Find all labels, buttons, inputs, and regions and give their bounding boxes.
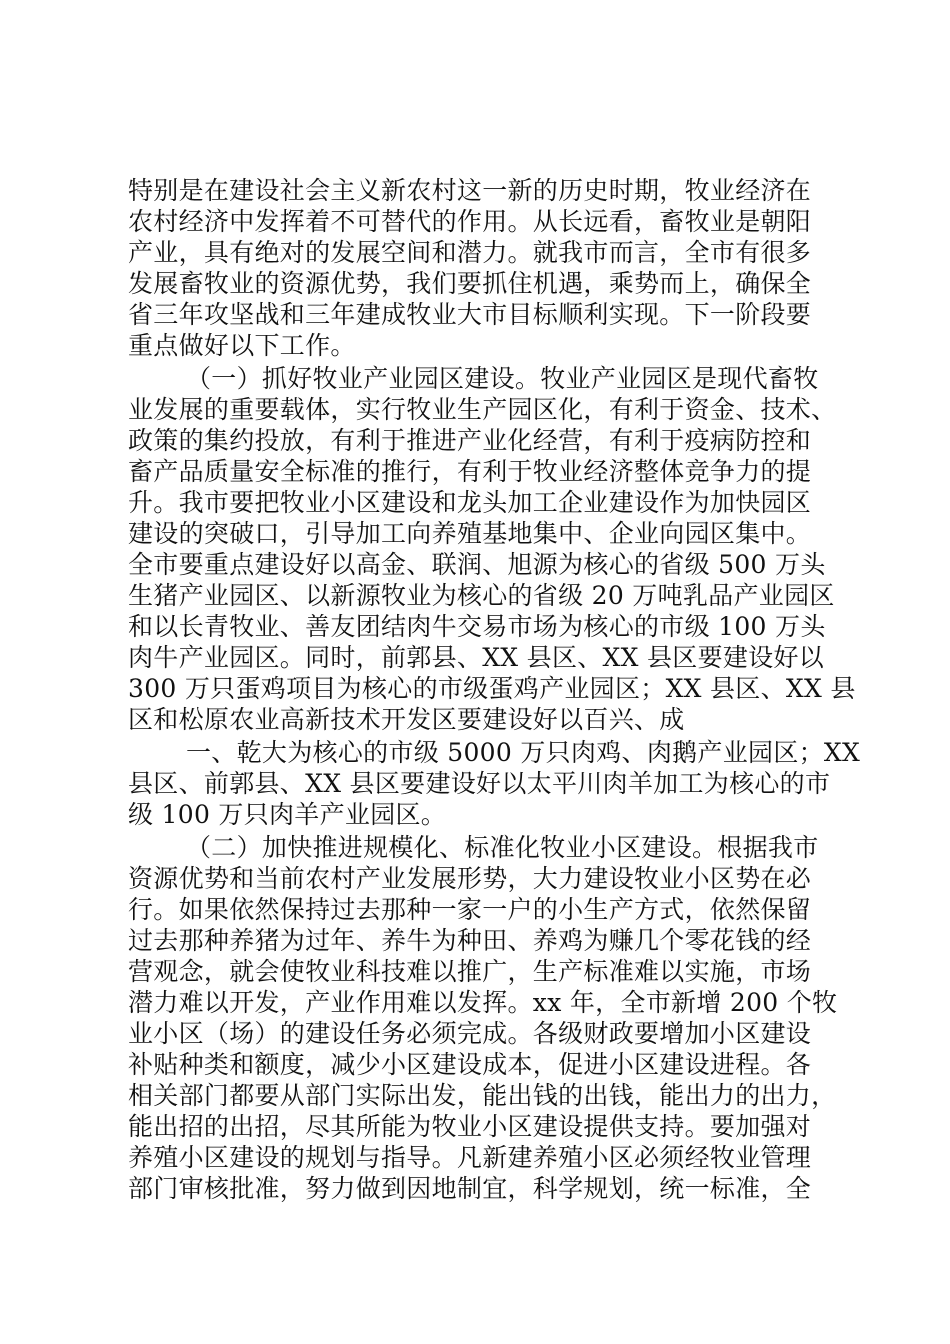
paragraph-start-line: 一、乾大为核心的市级 5000 万只肉鸡、肉鹅产业园区；XX xyxy=(186,738,861,767)
text-line: 能出招的出招，尽其所能为牧业小区建设提供支持。要加强对 xyxy=(128,1112,812,1141)
text-line: 县区、前郭县、XX 县区要建设好以太平川肉羊加工为核心的市 xyxy=(128,769,831,798)
text-line: 建设的突破口，引导加工向养殖基地集中、企业向园区集中。 xyxy=(128,519,812,548)
text-line: 肉牛产业园区。同时，前郭县、XX 县区、XX 县区要建设好以 xyxy=(128,643,825,672)
text-line: 级 100 万只肉羊产业园区。 xyxy=(128,800,447,829)
text-line: 畜产品质量安全标准的推行，有利于牧业经济整体竞争力的提 xyxy=(128,457,812,486)
text-line: 业发展的重要载体，实行牧业生产园区化，有利于资金、技术、 xyxy=(128,395,837,424)
text-line: 过去那种养猪为过年、养牛为种田、养鸡为赚几个零花钱的经 xyxy=(128,926,812,955)
text-line: 升。我市要把牧业小区建设和龙头加工企业建设作为加快园区 xyxy=(128,488,812,517)
text-line: 省三年攻坚战和三年建成牧业大市目标顺利实现。下一阶段要 xyxy=(128,300,812,329)
text-line: 产业，具有绝对的发展空间和潜力。就我市而言，全市有很多 xyxy=(128,238,812,267)
text-line: 区和松原农业高新技术开发区要建设好以百兴、成 xyxy=(128,705,685,734)
paragraph-start-line: （二）加快推进规模化、标准化牧业小区建设。根据我市 xyxy=(186,833,819,862)
text-line: 发展畜牧业的资源优势，我们要抓住机遇，乘势而上，确保全 xyxy=(128,269,812,298)
text-line: 特别是在建设社会主义新农村这一新的历史时期，牧业经济在 xyxy=(128,176,812,205)
text-line: 养殖小区建设的规划与指导。凡新建养殖小区必须经牧业管理 xyxy=(128,1143,812,1172)
text-line: 农村经济中发挥着不可替代的作用。从长远看，畜牧业是朝阳 xyxy=(128,207,812,236)
text-line: 和以长青牧业、善友团结肉牛交易市场为核心的市级 100 万头 xyxy=(128,612,826,641)
text-line: 行。如果依然保持过去那种一家一户的小生产方式，依然保留 xyxy=(128,895,812,924)
paragraph-start-line: （一）抓好牧业产业园区建设。牧业产业园区是现代畜牧 xyxy=(186,364,819,393)
text-line: 全市要重点建设好以高金、联润、旭源为核心的省级 500 万头 xyxy=(128,550,826,579)
text-line: 潜力难以开发，产业作用难以发挥。xx 年，全市新增 200 个牧 xyxy=(128,988,838,1017)
text-line: 相关部门都要从部门实际出发，能出钱的出钱，能出力的出力， xyxy=(128,1081,837,1110)
text-line: 生猪产业园区、以新源牧业为核心的省级 20 万吨乳品产业园区 xyxy=(128,581,835,610)
text-line: 补贴种类和额度，减少小区建设成本，促进小区建设进程。各 xyxy=(128,1050,812,1079)
text-line: 营观念，就会使牧业科技难以推广，生产标准难以实施，市场 xyxy=(128,957,812,986)
text-line: 重点做好以下工作。 xyxy=(128,331,356,360)
text-line: 300 万只蛋鸡项目为核心的市级蛋鸡产业园区；XX 县区、XX 县 xyxy=(128,674,856,703)
text-line: 政策的集约投放，有利于推进产业化经营，有利于疫病防控和 xyxy=(128,426,812,455)
text-line: 资源优势和当前农村产业发展形势，大力建设牧业小区势在必 xyxy=(128,864,812,893)
text-line: 部门审核批准，努力做到因地制宜，科学规划，统一标准，全 xyxy=(128,1174,812,1203)
text-line: 业小区（场）的建设任务必须完成。各级财政要增加小区建设 xyxy=(128,1019,812,1048)
